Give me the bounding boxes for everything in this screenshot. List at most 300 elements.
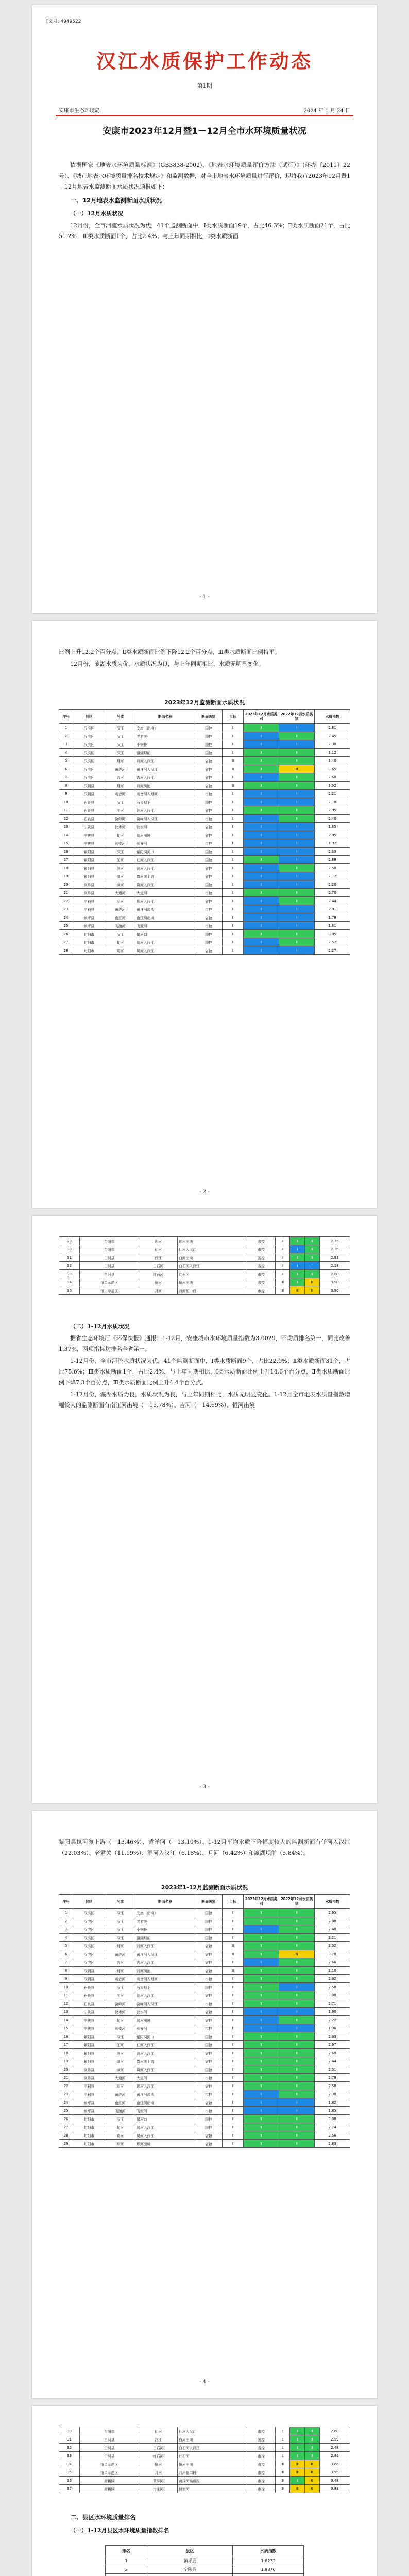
river-cell: 旬河 <box>105 2123 135 2131</box>
table-row <box>59 1925 350 1934</box>
page-2 <box>32 621 377 1208</box>
level-cell: 省控 <box>195 913 223 922</box>
target-cell: Ⅲ <box>222 757 243 765</box>
section-cell: 红石河 <box>178 1270 247 1278</box>
county-cell: 汉阴县 <box>73 790 105 798</box>
river-cell: 红石河 <box>139 2452 178 2460</box>
table-row <box>59 897 350 905</box>
county-cell: 汉滨区 <box>73 1909 105 1917</box>
no-cell: 22 <box>59 2082 73 2090</box>
level-cell: 省控 <box>195 1958 223 1967</box>
table-row <box>59 848 350 856</box>
col-index: 水质指数 <box>315 1895 350 1909</box>
table-row <box>59 1967 350 1975</box>
index-cell: 1.92 <box>315 839 350 848</box>
river-cell: 蜀河 <box>105 946 135 955</box>
county-cell: 旬阳市 <box>73 946 105 955</box>
col-no: 序号 <box>59 710 73 724</box>
quality-cell: Ⅰ <box>243 790 279 798</box>
county-cell: 石泉县 <box>73 1991 105 1999</box>
table-row <box>59 798 350 806</box>
index-cell: 3.12 <box>315 749 350 757</box>
river-cell: 饶峰河 <box>105 815 135 823</box>
county-cell: 宁陕县 <box>73 839 105 848</box>
annual-yinghu-paragraph: 1-12月份，瀛湖水质为良，水质状况为良，与上年同期相比，水质无明显变化。1-12月全市地表水质量指数增幅较大的监测断面有南江河出境（－15.78%）、吉河（－14.69%）、恒河出境 <box>59 1391 350 1409</box>
yoy-cell: Ⅱ <box>279 938 315 946</box>
target-cell: Ⅲ <box>275 1286 290 1295</box>
index-cell: 2.88 <box>315 1917 350 1925</box>
table-row <box>59 946 350 955</box>
yoy-cell: Ⅰ <box>279 839 315 848</box>
level-cell: 国控 <box>195 1983 223 1991</box>
county-cell: 宁陕县 <box>73 2008 105 2016</box>
table-row <box>59 2427 350 2435</box>
quality-cell: Ⅱ <box>243 930 279 938</box>
table-row <box>59 2477 350 2485</box>
quality-cell: Ⅱ <box>243 2140 279 2148</box>
target-cell: Ⅱ <box>275 2427 290 2435</box>
table-header-row <box>59 710 350 724</box>
river-cell: 月河 <box>139 2468 178 2477</box>
section-cell: 汶水河 <box>135 823 195 831</box>
level-cell: 省控 <box>247 1278 276 1286</box>
subsection-2-heading: （二）1-12月水质状况 <box>70 1323 130 1330</box>
page-number: - 2 - <box>199 1189 210 1195</box>
level-cell: 市控 <box>195 839 223 848</box>
quality-cell: Ⅱ <box>290 1237 305 1245</box>
target-cell: Ⅱ <box>222 2082 243 2090</box>
section-cell: 飞渡河 <box>135 2107 195 2115</box>
river-cell: 汶水河 <box>105 823 135 831</box>
quality-cell: Ⅲ <box>290 2460 305 2468</box>
col-river: 河流 <box>105 1895 135 1909</box>
target-cell: Ⅱ <box>222 2074 243 2082</box>
level-cell: 市控 <box>195 815 223 823</box>
county-cell: 宁陕县 <box>73 2024 105 2032</box>
yoy-cell: Ⅰ <box>279 872 315 880</box>
county-cell: 汉滨区 <box>73 724 105 732</box>
county-cell: 汉滨区 <box>73 1950 105 1958</box>
no-cell: 21 <box>59 889 73 897</box>
index-cell: 2.86 <box>319 2452 350 2460</box>
index-cell: 1.82 <box>315 2098 350 2107</box>
no-cell: 33 <box>59 2452 80 2460</box>
level-cell: 国控 <box>195 749 223 757</box>
no-cell: 15 <box>59 2024 73 2032</box>
index-cell: 2.33 <box>315 848 350 856</box>
table-row <box>59 1950 350 1958</box>
index-cell: 2.81 <box>315 724 350 732</box>
table-row <box>59 2090 350 2098</box>
target-cell: Ⅱ <box>275 1237 290 1245</box>
river-cell: 仙河 <box>139 1245 178 1253</box>
table-row <box>59 1237 350 1245</box>
level-cell: 国控 <box>195 880 223 889</box>
county-cell: 紫阳县 <box>73 2041 105 2049</box>
no-cell: 19 <box>59 2057 73 2065</box>
no-cell: 26 <box>59 2115 73 2123</box>
page-number: - 3 - <box>199 1784 210 1790</box>
county-cell: 紫阳县 <box>73 856 105 864</box>
yoy-cell: Ⅱ <box>305 1237 320 1245</box>
table-row <box>59 1942 350 1950</box>
yoy-cell: Ⅱ <box>279 930 315 938</box>
county-cell: 汉阴县 <box>73 1975 105 1983</box>
target-cell: Ⅲ <box>222 1950 243 1958</box>
table-row <box>59 1934 350 1942</box>
no-cell: 15 <box>59 839 73 848</box>
section-cell: 洞河入汉江 <box>135 2049 195 2057</box>
section-cell: 仙河入汉江 <box>178 1245 247 1253</box>
quality-cell: Ⅱ <box>243 724 279 732</box>
river-cell: 岚河 <box>105 2057 135 2065</box>
quality-cell: Ⅱ <box>243 2115 279 2123</box>
section-cell: 坝河出境 <box>178 1237 247 1245</box>
page-3-body <box>59 1319 350 1412</box>
value-cell: 1.9876 <box>233 2565 304 2574</box>
no-cell: 3 <box>59 1925 73 1934</box>
col-county: 县区 <box>73 1895 105 1909</box>
level-cell: 市控 <box>247 2485 276 2493</box>
index-cell: 2.66 <box>315 1958 350 1967</box>
col-section: 断面名称 <box>135 710 195 724</box>
level-cell: 省控 <box>195 782 223 790</box>
target-cell: Ⅱ <box>222 2041 243 2049</box>
target-cell: Ⅱ <box>222 2032 243 2041</box>
target-cell: Ⅱ <box>222 930 243 938</box>
river-cell: 汉江 <box>105 1909 135 1917</box>
table-row <box>59 839 350 848</box>
quality-cell: Ⅰ <box>243 1958 279 1967</box>
index-cell: 2.74 <box>315 2123 350 2131</box>
yoy-cell: Ⅱ <box>305 1245 320 1253</box>
no-cell: 31 <box>59 1253 80 1262</box>
quality-cell: Ⅱ <box>290 2444 305 2452</box>
no-cell: 30 <box>59 2427 80 2435</box>
index-cell: 2.51 <box>315 2065 350 2074</box>
table-row <box>59 2131 350 2140</box>
index-cell: 2.40 <box>315 1925 350 1934</box>
county-cell: 汉滨区 <box>73 765 105 773</box>
index-cell: 2.27 <box>315 946 350 955</box>
page-1 <box>32 5 377 613</box>
river-cell: 月河 <box>105 782 135 790</box>
section-cell: 仙河入汉江 <box>178 2427 247 2435</box>
no-cell: 23 <box>59 905 73 913</box>
river-cell: 黄洋河 <box>105 765 135 773</box>
county-cell: 平利县 <box>73 897 105 905</box>
section-cell: 瀛湖坝前 <box>135 749 195 757</box>
no-cell: 29 <box>59 2140 73 2148</box>
page-4 <box>32 1811 377 2398</box>
section-cell: 观音河入月河 <box>135 790 195 798</box>
yinghu-lake-paragraph: 12月份，瀛湖水质为优，水质状况为良，与上年同期相比，水质无明显变化。 <box>70 660 264 667</box>
col-county: 县区 <box>147 2546 233 2556</box>
index-cell: 1.85 <box>315 2107 350 2115</box>
county-cell: 岚皋县 <box>73 880 105 889</box>
county-cell: 白河县 <box>80 1270 139 1278</box>
section-cell: 汶水河 <box>135 2008 195 2016</box>
yoy-cell: Ⅲ <box>305 1286 320 1295</box>
december-quality-table <box>59 709 350 955</box>
level-cell: 国控 <box>195 930 223 938</box>
table-row <box>59 757 350 765</box>
table-row <box>59 930 350 938</box>
river-cell: 恒河 <box>139 1278 178 1286</box>
col-level: 断面级别 <box>195 710 223 724</box>
page-number: - 1 - <box>199 594 210 600</box>
river-cell: 岚河 <box>105 880 135 889</box>
target-cell: Ⅱ <box>222 1917 243 1925</box>
target-cell: Ⅱ <box>222 749 243 757</box>
index-cell: 3.05 <box>315 930 350 938</box>
target-cell: Ⅱ <box>222 946 243 955</box>
no-cell: 5 <box>59 1942 73 1950</box>
river-cell: 黄洋河 <box>105 1950 135 1958</box>
yoy-cell: Ⅱ <box>279 2074 315 2082</box>
december-quality-paragraph: 12月份，全市河流水质状况为优，41个监测断面中，Ⅰ类水质断面19个，占比46.3%；Ⅱ类水质断面21个，占比51.2%；Ⅲ类水质断面1个，占比2.4%；与上年同期相比，Ⅰ类水质断面 <box>59 222 350 240</box>
index-cell: 3.70 <box>315 1950 350 1958</box>
section-cell: 池河入汉江 <box>135 806 195 815</box>
annual-quality-paragraph: 1-12月份，全市河流水质状况为优，41个监测断面中，Ⅰ类水质断面9个，占比22.0%；Ⅱ类水质断面31个，占比75.6%；Ⅲ类水质断面1个，占比2.4%，与上年同期相比，Ⅰ类水质断面比例上升14.6个百分点，Ⅱ类水质断面比例下降7.3个百分点，Ⅲ类水质断面比例上升4.4个百分点。 <box>59 1358 350 1386</box>
river-cell: 南江河 <box>105 913 135 922</box>
yoy-cell: Ⅰ <box>279 2107 315 2115</box>
table-row <box>59 922 350 930</box>
level-cell: 市控 <box>247 2468 276 2477</box>
index-cell: 3.40 <box>315 757 350 765</box>
yoy-cell: Ⅱ <box>279 864 315 872</box>
index-cell: 2.12 <box>315 872 350 880</box>
quality-cell: Ⅱ <box>243 2131 279 2140</box>
target-cell: Ⅱ <box>222 1991 243 1999</box>
table-row <box>59 2008 350 2016</box>
index-cell: 3.50 <box>319 1278 350 1286</box>
level-cell: 省控 <box>195 765 223 773</box>
table-row <box>59 790 350 798</box>
index-cell: 1.96 <box>315 2024 350 2032</box>
river-cell: 池河 <box>105 1991 135 1999</box>
level-cell: 省控 <box>195 2131 223 2140</box>
target-cell: Ⅲ <box>275 2477 290 2485</box>
no-cell: 25 <box>59 2107 73 2115</box>
county-cell: 旬阳市 <box>73 938 105 946</box>
county-cell: 汉滨区 <box>73 773 105 782</box>
no-cell: 9 <box>59 1975 73 1983</box>
county-cell: 岚皋县 <box>73 2065 105 2074</box>
no-cell: 11 <box>59 806 73 815</box>
quality-cell: Ⅰ <box>243 839 279 848</box>
yoy-cell: Ⅱ <box>279 1958 315 1967</box>
target-cell: Ⅱ <box>275 2435 290 2444</box>
level-cell: 市控 <box>247 1270 276 1278</box>
page-5 <box>32 2406 377 2576</box>
river-cell: 岚河 <box>105 872 135 880</box>
section-cell: 坝河出境 <box>135 2140 195 2148</box>
table-row <box>59 2032 350 2041</box>
river-cell: 飞渡河 <box>105 922 135 930</box>
section-cell: 月河恒口段 <box>178 1286 247 1295</box>
yoy-cell: Ⅱ <box>279 2115 315 2123</box>
rank-cell: 1 <box>106 2556 147 2565</box>
county-cell: 汉阴县 <box>73 1967 105 1975</box>
section-cell: 月河恒口段 <box>178 2468 247 2477</box>
quality-cell: Ⅰ <box>243 848 279 856</box>
page-2-body <box>59 647 350 670</box>
section-cell: 恒河出境 <box>178 1278 247 1286</box>
river-cell: 岚河 <box>105 2065 135 2074</box>
quality-cell: Ⅱ <box>290 1270 305 1278</box>
yoy-cell: Ⅰ <box>279 2098 315 2107</box>
county-cell: 紫阳县 <box>73 2049 105 2057</box>
level-cell: 国控 <box>195 856 223 864</box>
section-cell: 紫阳洞河口 <box>135 2032 195 2041</box>
quality-cell: Ⅲ <box>290 2485 305 2493</box>
index-cell: 2.95 <box>315 1909 350 1917</box>
target-cell: Ⅱ <box>222 1958 243 1967</box>
table-row <box>59 2082 350 2090</box>
target-cell: Ⅲ <box>275 2460 290 2468</box>
yoy-cell: Ⅱ <box>279 757 315 765</box>
county-cell: 恒口示范区 <box>80 1278 139 1286</box>
index-cell: 2.05 <box>315 831 350 839</box>
no-cell: 1 <box>59 1909 73 1917</box>
table-row <box>59 913 350 922</box>
index-cell: 2.01 <box>315 905 350 913</box>
river-cell: 付家河 <box>139 2485 178 2493</box>
quality-cell: Ⅲ <box>290 1286 305 1295</box>
quality-cell: Ⅰ <box>243 897 279 905</box>
no-cell: 26 <box>59 930 73 938</box>
table-row <box>59 2485 350 2493</box>
river-cell: 月河 <box>139 1286 178 1295</box>
target-cell: Ⅱ <box>222 848 243 856</box>
table-row <box>59 1991 350 1999</box>
target-cell: Ⅱ <box>222 831 243 839</box>
level-cell: 省控 <box>195 872 223 880</box>
yoy-cell: Ⅰ <box>279 880 315 889</box>
quality-cell: Ⅰ <box>243 864 279 872</box>
river-cell: 汉江 <box>105 1934 135 1942</box>
index-cell: 1.85 <box>315 823 350 831</box>
river-cell: 飞渡河 <box>105 2107 135 2115</box>
section-cell: 石泉坝下 <box>135 1983 195 1991</box>
value-cell <box>233 2574 304 2576</box>
intro-paragraph: 依据国家《地表水环境质量标准》(GB3838-2002)、《地表水环境质量评价方法（试行）》(环办〔2011〕22号）、《城市地表水环境质量排名技术规定》和监测数据，对全市地表水环境质量进行评价，现将我市2023年12月暨1－12月地表水监测断面水质状况通报如下： <box>59 162 350 190</box>
level-cell: 国控 <box>195 2123 223 2131</box>
level-cell: 市控 <box>195 2107 223 2115</box>
col-index: 水质指数 <box>315 710 350 724</box>
river-cell: 吉河 <box>105 1958 135 1967</box>
county-cell: 旬阳市 <box>80 1237 139 1245</box>
yoy-cell: Ⅲ <box>305 2468 320 2477</box>
no-cell: 5 <box>59 757 73 765</box>
river-cell: 月河 <box>105 757 135 765</box>
section-cell: 大道河 <box>135 889 195 897</box>
section-cell: 池河入汉江 <box>135 1991 195 1999</box>
county-cell: 恒口示范区 <box>80 2460 139 2468</box>
river-cell: 池河 <box>105 806 135 815</box>
target-cell: Ⅰ <box>222 839 243 848</box>
section-cell: 黄洋河高新段 <box>178 2477 247 2485</box>
county-cell: 紫阳县 <box>73 2032 105 2041</box>
target-cell: Ⅱ <box>275 1270 290 1278</box>
section-cell: 黄洋河入汉江 <box>135 765 195 773</box>
col-river: 河流 <box>105 710 135 724</box>
county-cell: 旬阳市 <box>73 930 105 938</box>
table-row <box>59 2065 350 2074</box>
target-cell: Ⅱ <box>222 1909 243 1917</box>
section-cell: 瀛湖坝前 <box>135 1934 195 1942</box>
target-cell: Ⅲ <box>275 2468 290 2477</box>
page-5-body <box>59 2509 350 2537</box>
section-cell: 黄洋河源头 <box>135 2090 195 2098</box>
target-cell: Ⅱ <box>222 1934 243 1942</box>
table-row <box>59 2123 350 2131</box>
yoy-cell: Ⅱ <box>305 1253 320 1262</box>
level-cell: 市控 <box>247 1286 276 1295</box>
no-cell: 22 <box>59 897 73 905</box>
level-cell: 国控 <box>247 1253 276 1262</box>
section-cell: 黄洋河源头 <box>135 905 195 913</box>
quality-cell: Ⅰ <box>243 773 279 782</box>
section-cell: 月河入汉江 <box>135 1942 195 1950</box>
yoy-cell: Ⅰ <box>279 946 315 955</box>
index-cell: 2.30 <box>315 740 350 749</box>
county-cell: 汉滨区 <box>73 1925 105 1934</box>
quality-cell: Ⅰ <box>243 831 279 839</box>
target-cell: Ⅲ <box>222 1942 243 1950</box>
table-row <box>59 938 350 946</box>
county-cell: 镇坪县 <box>73 2098 105 2107</box>
table-row <box>59 872 350 880</box>
target-cell: Ⅲ <box>222 765 243 773</box>
document-id: [文号: 4949522 <box>46 19 81 24</box>
index-cell: 2.76 <box>319 1237 350 1245</box>
river-cell: 坝河 <box>105 897 135 905</box>
no-cell: 23 <box>59 2090 73 2098</box>
section-cell: 白河出境 <box>178 1253 247 1262</box>
no-cell: 6 <box>59 765 73 773</box>
section-cell: 吉河入汉江 <box>135 1958 195 1967</box>
index-cell: 2.50 <box>315 864 350 872</box>
index-cell: 2.44 <box>315 2057 350 2065</box>
table-row <box>59 1983 350 1991</box>
yoy-cell: Ⅱ <box>305 2452 320 2460</box>
target-cell: Ⅲ <box>222 1967 243 1975</box>
river-cell: 洞河 <box>105 2049 135 2057</box>
no-cell: 4 <box>59 1934 73 1942</box>
yoy-cell: Ⅰ <box>279 740 315 749</box>
county-cell: 汉滨区 <box>73 740 105 749</box>
section-cell: 旬河出境 <box>135 2016 195 2024</box>
yoy-cell: Ⅱ <box>279 1967 315 1975</box>
level-cell: 省控 <box>247 2460 276 2468</box>
quality-cell: Ⅰ <box>243 880 279 889</box>
target-cell: Ⅰ <box>222 913 243 922</box>
river-cell: 南江河 <box>105 2098 135 2107</box>
col-level: 断面级别 <box>195 1895 223 1909</box>
no-cell: 10 <box>59 798 73 806</box>
col-target: 目标 <box>222 1895 243 1909</box>
yoy-cell: Ⅱ <box>279 1999 315 2008</box>
table-row <box>59 2107 350 2115</box>
yoy-cell: Ⅱ <box>279 1909 315 1917</box>
level-cell: 市控 <box>195 2090 223 2098</box>
table-row <box>59 724 350 732</box>
index-cell: 2.18 <box>319 1262 350 1270</box>
county-cell: 平利县 <box>73 2090 105 2098</box>
quality-cell: Ⅱ <box>243 2049 279 2057</box>
